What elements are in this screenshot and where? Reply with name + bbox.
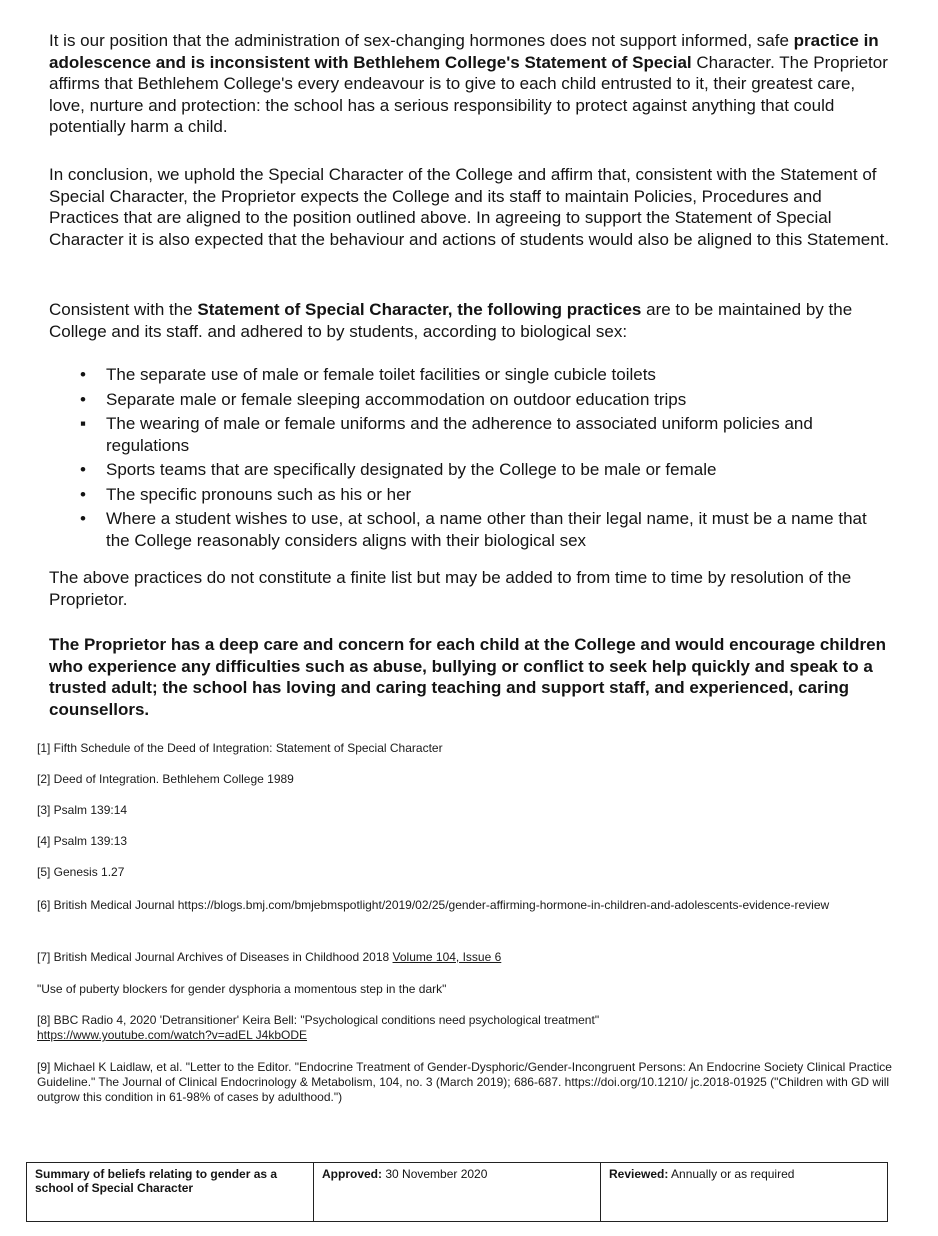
footer-title: Summary of beliefs relating to gender as a school of Special Character: [27, 1163, 314, 1222]
paragraph-position-line1: It is our position that the administration of sex-changing hormones does not support informed, safe: [49, 31, 789, 50]
bullet-icon: •: [80, 389, 86, 409]
bullet-icon: ▪: [79, 414, 87, 433]
paragraph-care-concern: The Proprietor has a deep care and concern for each child at the College and would encourage children who experience any difficulties such as abuse, bullying or conflict to seek help quickly and speak to a trusted adult; the school has loving and caring teaching and support staff, and experienced, caring counsellors.: [49, 635, 886, 719]
reference-7-link[interactable]: Volume 104, Issue 6: [392, 950, 502, 964]
reference-6: [6] British Medical Journal https://blogs.bmj.com/bmjebmspotlight/2019/02/25/gender-affirming-hormone-in-children-and-adolescents-evidence-review: [37, 898, 830, 912]
reference-3: [3] Psalm 139:14: [37, 803, 128, 817]
reference-5: [5] Genesis 1.27: [37, 865, 125, 879]
list-item-text: Where a student wishes to use, at school, a name other than their legal name, it must be a name that the College reasonably considers aligns with their biological sex: [106, 509, 867, 550]
reference-8-link[interactable]: https://www.youtube.com/watch?v=adEL J4kbODE: [37, 1028, 308, 1042]
reference-7: [37, 950, 897, 965]
reference-1: [1] Fifth Schedule of the Deed of Integration: Statement of Special Character: [37, 741, 443, 755]
reference-2: [2] Deed of Integration. Bethlehem College 1989: [37, 772, 294, 786]
practices-list: [70, 364, 895, 554]
list-item-text: Separate male or female sleeping accommodation on outdoor education trips: [106, 389, 687, 409]
reference-7-quote: "Use of puberty blockers for gender dysphoria a momentous step in the dark": [37, 982, 447, 996]
approved-date: 30 November 2020: [385, 1167, 488, 1181]
footer-approved: [314, 1163, 601, 1222]
reviewed-value: Annually or as required: [671, 1167, 795, 1181]
list-item: [70, 484, 895, 506]
list-item: [70, 508, 895, 551]
footer-reviewed: [601, 1163, 888, 1222]
paragraph-conclusion: In conclusion, we uphold the Special Character of the College and affirm that, consistent with the Statement of Special Character, the Proprietor expects the College and its staff to maintain Policies, Procedures and Practices that are aligned to the position outlined above. In agreeing to support the Statement of Special Character it is also expected that the behaviour and actions of students would also be aligned to this Statement.: [49, 165, 890, 249]
reference-9: [9] Michael K Laidlaw, et al. "Letter to the Editor. "Endocrine Treatment of Gender-Dysphoric/Gender-Incongruent Persons: An Endocrine Society Clinical Practice Guideline." The Journal of Clinical Endocrinology & Metabolism, 104, no. 3 (March 2019); 686-687. https://doi.org/10.1210/ jc.2018-01925 ("Children with GD will outgrow this condition in 61-98% of cases by adulthood."): [37, 1060, 892, 1104]
paragraph-finite-list: The above practices do not constitute a finite list but may be added to from time to time by resolution of the Proprietor.: [49, 568, 852, 609]
list-item-text: The wearing of male or female uniforms and the adherence to associated uniform policies and regulations: [106, 414, 813, 455]
bullet-icon: •: [80, 509, 86, 528]
list-item: [70, 364, 895, 386]
list-item: [70, 413, 895, 456]
reference-8-text: [8] BBC Radio 4, 2020 'Detransitioner' Keira Bell: "Psychological conditions need psychological treatment": [37, 1013, 600, 1027]
list-item-text: The specific pronouns such as his or her: [106, 484, 412, 504]
paragraph-practices-intro: [49, 299, 895, 342]
list-item-text: The separate use of male or female toilet facilities or single cubicle toilets: [106, 365, 656, 384]
reference-8: [37, 1013, 897, 1043]
reviewed-label: Reviewed:: [609, 1167, 669, 1181]
list-item: [70, 389, 895, 411]
reference-4: [4] Psalm 139:13: [37, 834, 128, 848]
list-item-text: Sports teams that are specifically designated by the College to be male or female: [106, 460, 717, 479]
approved-label: Approved:: [322, 1167, 382, 1181]
paragraph-position-bold: practice in adolescence and is inconsistent with Bethlehem College's Statement of Special: [49, 31, 879, 72]
bullet-icon: •: [80, 460, 86, 479]
bullet-icon: •: [80, 484, 86, 504]
bullet-icon: •: [80, 365, 86, 384]
reference-7-text: [7] British Medical Journal Archives of Diseases in Childhood 2018: [37, 950, 390, 964]
practices-intro-rest: are to be maintained by the College and its staff. and adhered to by students, according to biological sex:: [49, 300, 853, 341]
paragraph-position-rest: Character. The Proprietor affirms that Bethlehem College's every endeavour is to give to each child entrusted to it, their greatest care, love, nurture and protection: the school has a serious responsibility to protect against anything that could potentially harm a child.: [49, 52, 888, 136]
list-item: [70, 459, 895, 481]
document-footer-table: [26, 1162, 888, 1222]
practices-intro-lead: Consistent with the: [49, 300, 193, 319]
paragraph-position: [49, 30, 895, 138]
practices-intro-bold: Statement of Special Character, the following practices: [197, 300, 642, 319]
